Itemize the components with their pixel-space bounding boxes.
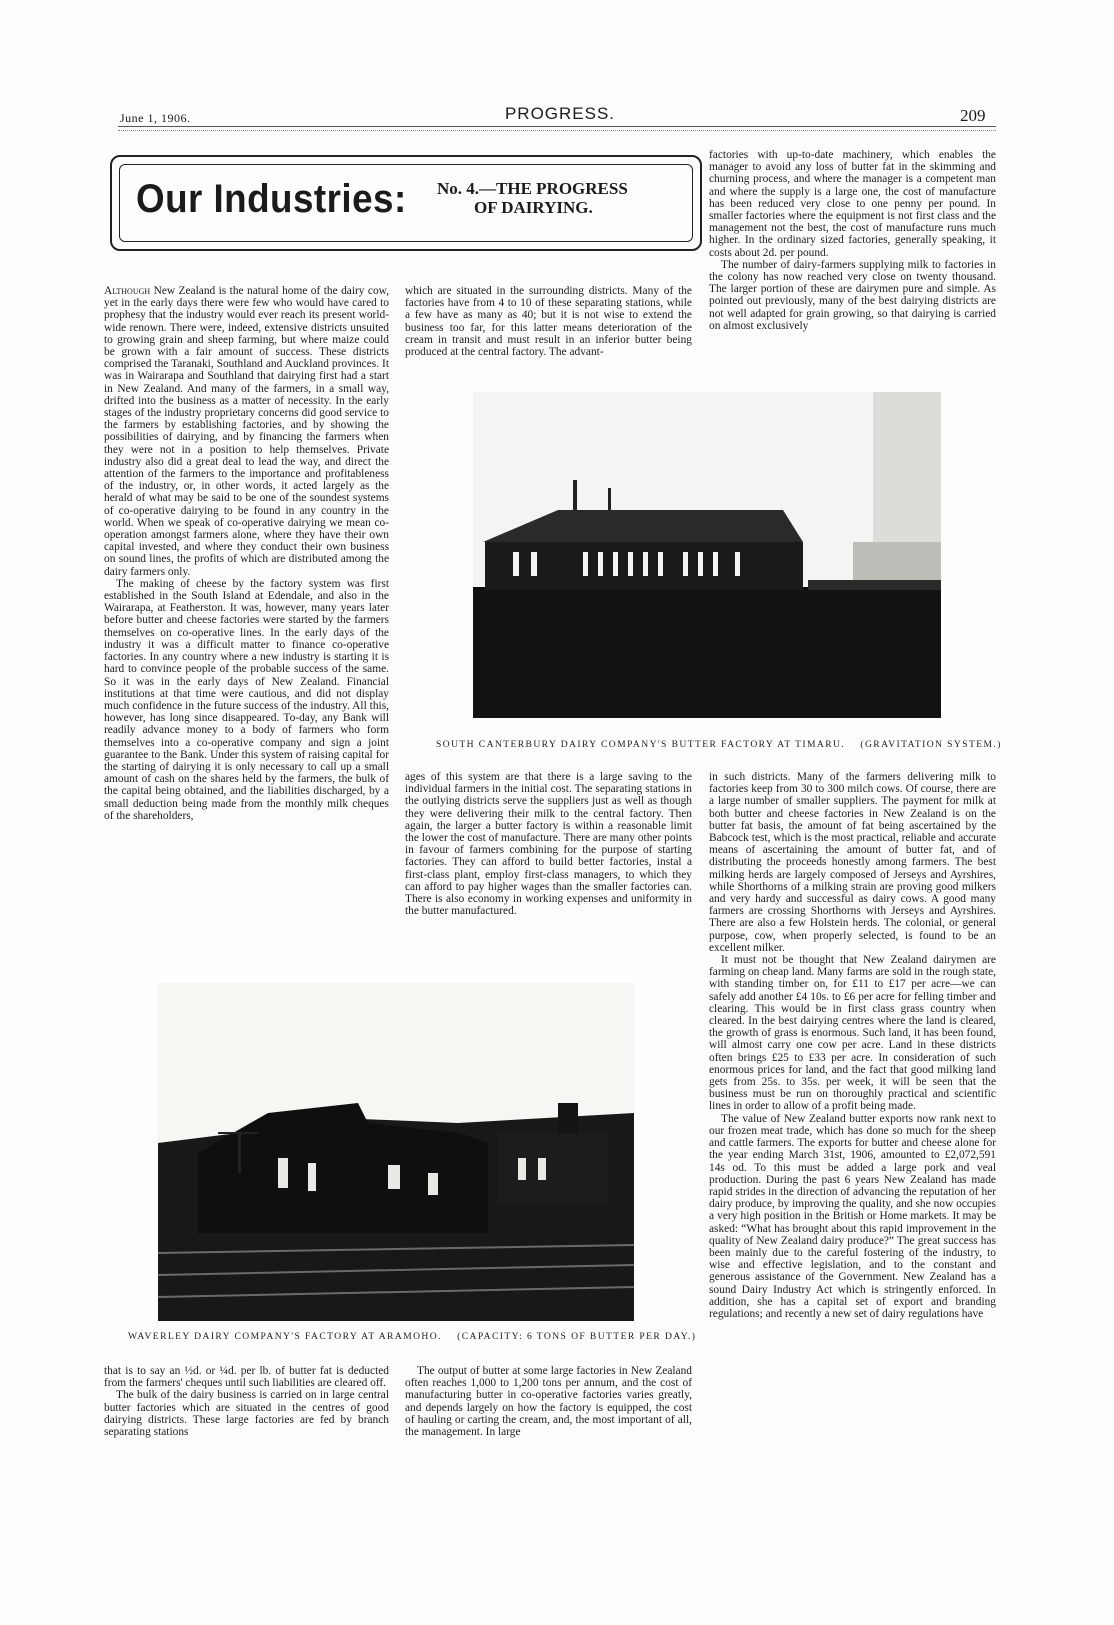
article-column-2-mid	[405, 771, 692, 961]
article-column-2-top	[405, 285, 692, 367]
banner-subtitle-line1: No. 4.—THE PROGRESS	[437, 179, 628, 198]
article-column-1-bottom	[104, 1365, 389, 1455]
publication-title: PROGRESS.	[504, 104, 616, 123]
issue-date: June 1, 1906.	[120, 111, 191, 125]
banner-subtitle-line2: OF DAIRYING.	[474, 198, 593, 217]
page-number: 209	[960, 106, 986, 125]
paragraph	[104, 285, 389, 578]
article-column-3-lower	[709, 771, 996, 1426]
paragraph: in such districts. Many of the farmers delivering milk to factories keep from 30 to 300 milch cows. Of course, there are a large number of smaller suppliers. The payment for milk at both butter and cheese factories in New Zealand is on the butter fat basis, the amount of fat being ascertained by the Babcock test, which is the most practical, reliable and accurate means of ascertaining the amount of butter fat, and of distributing the proceeds honestly among farmers. The best milking herds are largely composed of Jerseys and Ayrshires, while Shorthorns of a milking strain are proving good milkers and very hardy and successful as dairy cows. A good many farmers are crossing Shorthorns with Jerseys and Ayrshires. There are also a few Holstein herds. The colonial, or general purpose, cow, when properly selected, is found to be an excellent milker.	[709, 771, 996, 954]
paragraph: It must not be thought that New Zealand dairymen are farming on cheap land. Many farms are sold in the rough state, with standing timber on, for £11 to £17 per acre—we can safely add another £4 10s. to £6 per acre for felling timber and clearing. This would be in first class grass country when cleared. In the best dairying centres where the land is cleared, the growth of grass is enormous. Such land, it has been found, will almost carry one cow per acre. Land in these districts often brings £25 to £33 per acre. In consideration of such enormous prices for land, and the fact that good milking land gets from 25s. to 35s. per week, it will be seen that the business must be run on thoroughly practical and scientific lines in order to allow of a profit being made.	[709, 954, 996, 1113]
header-rule-dotted	[118, 130, 996, 131]
article-column-1-top	[104, 285, 389, 961]
caption-main: WAVERLEY DAIRY COMPANY'S FACTORY AT ARAMOHO.	[128, 1331, 442, 1342]
paragraph: The number of dairy-farmers supplying milk to factories in the colony has now reached very close on twenty thousand. The larger portion of these are dairymen pure and simple. As pointed out previously, many of the best dairying districts are not well adapted for grain growing, so that dairying is carried on almost exclusively	[709, 258, 996, 332]
caption-note: (GRAVITATION SYSTEM.)	[860, 739, 1002, 750]
caption-note: (CAPACITY: 6 TONS OF BUTTER PER DAY.)	[457, 1331, 697, 1342]
paragraph: The making of cheese by the factory system was first established in the South Island at Edendale, and also in the Wairarapa, at Featherston. It was, however, many years later before butter and cheese factories were started by the farmers themselves on co-operative lines. In the early days of the industry it was a difficult matter to finance co-operative factories. In any country where a new industry is starting it is hard to convince people of the probable success of the same. So it was in the early days of New Zealand. Financial institutions at that time were cautious, and did not display much confidence in the future success of the industry. All this, however, has long since disappeared. To-day, any Bank will readily advance money to a body of farmers who form themselves into a co-operative company and sign a joint guarantee to the Bank. Under this system of raising capital for the starting of dairying it is only necessary to call up a small amount of cash on the shares held by the farmers, the bulk of the capital being obtained, and the liabilities discharged, by a small deduction being made from the monthly milk cheques of the shareholders,	[104, 577, 389, 822]
paragraph: which are situated in the surrounding districts. Many of the factories have from 4 to 10 of these separating stations, while a few have as many as 40; but it is not wise to extend the business too far, for this latter means deterioration of the cream in transit and must result in an inferior butter being produced at the central factory. The advant-	[405, 285, 692, 359]
aramoho-photo-caption	[128, 1331, 697, 1342]
paragraph: The bulk of the dairy business is carried on in large central butter factories which are situated in the centres of good dairying districts. These large factories are fed by branch separating stations	[104, 1389, 389, 1439]
timaru-photo-caption	[436, 739, 1002, 750]
paragraph: that is to say an ½d. or ¼d. per lb. of butter fat is deducted from the farmers' cheques until such liabilities are cleared off.	[104, 1365, 389, 1390]
banner-subtitle	[437, 179, 667, 217]
banner-title: Our Industries:	[136, 177, 407, 221]
aramoho-factory-photo	[158, 983, 634, 1321]
timaru-factory-photo	[473, 392, 941, 718]
caption-main: SOUTH CANTERBURY DAIRY COMPANY'S BUTTER FACTORY AT TIMARU.	[436, 739, 846, 750]
article-column-3-top	[709, 149, 996, 369]
article-column-2-bottom	[405, 1365, 692, 1455]
paragraph: The value of New Zealand butter exports now rank next to our frozen meat trade, which has done so much for the sheep and cattle farmers. The exports for butter and cheese alone for the year ending March 31st, 1906, amounted to £2,072,591 14s od. To this must be added a large pork and veal production. During the past 6 years New Zealand has made rapid strides in the direction of advancing the reputation of her dairy produce, by improving the quality, and she now occupies a very high position in the British or Home markets. It may be asked: “What has brought about this rapid improvement in the quality of New Zealand dairy produce?” The great success has been mainly due to the careful fostering of the industry, to wise and effective legislation, and to the constant and generous assistance of the Government. New Zealand has a sound Dairy Industry Act which is stringently enforced. In addition, she has a capital set of export and branding regulations; and recently a new set of dairy regulations have	[709, 1112, 996, 1320]
timaru-factory-illustration	[473, 392, 941, 718]
paragraph-text: New Zealand is the natural home of the dairy cow, yet in the early days there were few who would have cared to prophesy that the industry would ever reach its present world-wide renown. There were, indeed, extensive districts unsuited to growing grain and sheep farming, but where maize could be grown with a fair amount of success. These districts comprised the Taranaki, Southland and Auckland provinces. It was in Wairarapa and Southland that dairying first had a start in New Zealand. And many of the farmers, in a small way, drifted into the business as a matter of necessity. In the early stages of the industry proprietary concerns did good service to the farmers by establishing factories, and by showing the possibilities of dairying, and by financing the farmers when they were not in a position to help themselves. Private industry also did a great deal to lead the way, and direct the attention of the farmers to the importance and profitableness of the industry, or, in other words, it acted largely as the herald of what may be said to be one of the soundest systems of co-operative dairying to be found in any country in the world. When we speak of co-operative dairying we mean co-operation amongst farmers alone, where they have their own capital invested, and where they conduct their own business on sound lines, the profits of which are distributed among the dairy farmers only.	[104, 285, 389, 578]
paragraph: The output of butter at some large factories in New Zealand often reaches 1,000 to 1,200 tons per annum, and the cost of manufacturing butter in co-operative factories varies greatly, and depends largely on how the factory is equipped, the cost of hauling or carting the cream, and, the most important of all, the management. In large	[405, 1365, 692, 1439]
paragraph: factories with up-to-date machinery, which enables the manager to avoid any loss of butter fat in the skimming and churning process, and where the manager is a competent man and where the supply is a large one, the cost of manufacture has been reduced very close to one penny per pound. In smaller factories where the equipment is not first class and the management not the best, the cost of manufacture runs much higher. In the ordinary sized factories, generally speaking, it costs about 2d. per pound.	[709, 149, 996, 259]
header-rule	[118, 126, 996, 127]
paragraph: ages of this system are that there is a large saving to the individual farmers in the initial cost. The separating stations in the outlying districts serve the suppliers just as well as though they were delivering their milk to the central factory. Then again, the larger a butter factory is within a reasonable limit the lower the cost of manufacture. There are many other points in favour of farmers combining for the purpose of starting factories. They can afford to build better factories, instal a first-class plant, employ first-class managers, to which they can afford to pay higher wages than the smaller factories can. There is also economy in working expenses and uniformity in the butter manufactured.	[405, 771, 692, 918]
aramoho-factory-illustration	[158, 983, 634, 1321]
drop-lead: Although	[104, 285, 151, 297]
section-banner	[110, 155, 702, 251]
